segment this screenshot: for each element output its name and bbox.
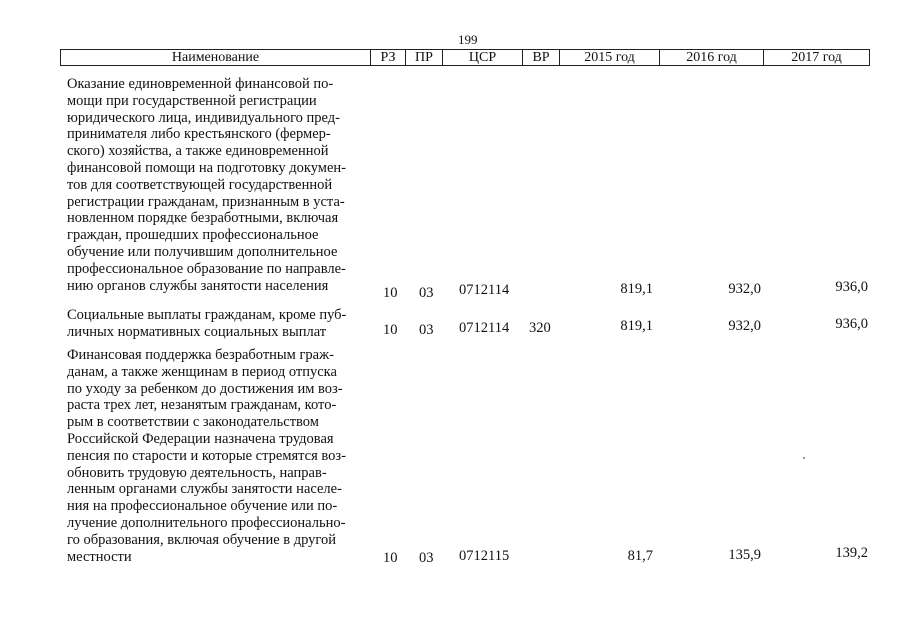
header-2017: 2017 год: [791, 50, 842, 65]
row-2017: 936,0: [835, 316, 868, 332]
row-2016: 932,0: [728, 318, 761, 334]
header-rz: РЗ: [371, 50, 406, 65]
header-name: Наименование: [61, 50, 371, 65]
row-name: Оказание единовременной финансовой по- мощи при государственной регистрации юридического лица, индивидуального пред- принимателя либо крестьянского (фермер- ского) хозяйства, а также единовременной финансовой помощи на подготовку докумен- тов для соответствующей государственной регистрации гражданам, признанным в уста- новленном порядке безработными, включая граждан, прошедших профессиональное обучение или получившим дополнительное профессиональное образование по направле- нию органов службы занятости населения: [67, 76, 347, 294]
row-2015: 819,1: [620, 318, 653, 334]
header-vr: ВР: [523, 50, 560, 65]
row-pr: 03: [419, 285, 434, 301]
row-rz: 10: [383, 285, 398, 301]
row-pr: 03: [419, 550, 434, 566]
row-rz: 10: [383, 322, 398, 338]
row-csr: 0712115: [459, 548, 510, 564]
row-2017: 936,0: [835, 279, 868, 295]
row-2017: 139,2: [835, 545, 868, 561]
row-2016: 135,9: [728, 547, 761, 563]
header-pr: ПР: [406, 50, 443, 65]
row-2015: 81,7: [627, 548, 653, 564]
row-2016: 932,0: [728, 281, 761, 297]
row-csr: 0712114: [459, 320, 510, 336]
row-pr: 03: [419, 322, 434, 338]
header-csr: ЦСР: [443, 50, 523, 65]
table-header: [60, 49, 870, 66]
row-name: Социальные выплаты гражданам, кроме пуб- личных нормативных социальных выплат: [67, 307, 347, 340]
row-rz: 10: [383, 550, 398, 566]
header-2016: 2016 год: [660, 50, 764, 65]
row-2015: 819,1: [620, 281, 653, 297]
row-name: Финансовая поддержка безработным граж- данам, а также женщинам в период отпуска по уходу за ребенком до достижения им воз- раста трех лет, незанятым гражданам, кото- рым в соответствии с законодательством Российской Федерации назначена трудовая пенсия по старости и которые стремятся воз- обновить трудовую деятельность, направ- ленным органами службы занятости населе- ния на профессиональное обучение или по- лучение дополнительного профессионально- го образования, включая обучение в другой местности: [67, 347, 346, 565]
header-2015: 2015 год: [560, 50, 660, 65]
page-number: 199: [458, 32, 478, 47]
row-vr: 320: [529, 320, 551, 336]
row-csr: 0712114: [459, 282, 510, 298]
scan-speck: [803, 457, 805, 459]
